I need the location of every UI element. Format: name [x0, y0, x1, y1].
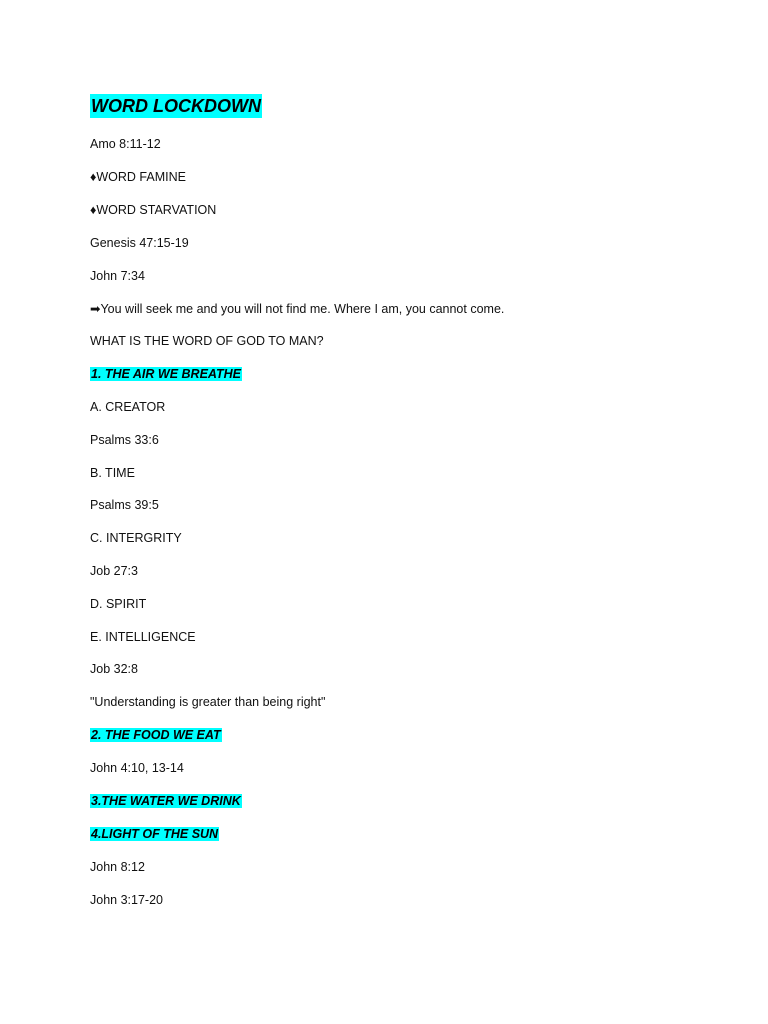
quote-line: "Understanding is greater than being right" [90, 695, 326, 709]
section-heading-text: 4.LIGHT OF THE SUN [91, 827, 219, 841]
scripture-reference: Genesis 47:15-19 [90, 236, 189, 250]
section-heading-text: 2. THE FOOD WE EAT [91, 728, 221, 742]
scripture-reference: Job 27:3 [90, 564, 138, 578]
scripture-reference: John 4:10, 13-14 [90, 761, 184, 775]
sub-point: A. CREATOR [90, 400, 166, 414]
question-line: WHAT IS THE WORD OF GOD TO MAN? [90, 334, 324, 348]
scripture-reference: Psalms 39:5 [90, 498, 159, 512]
section-heading [90, 727, 222, 743]
section-heading-text: 3.THE WATER WE DRINK [91, 794, 241, 808]
scripture-reference: John 7:34 [90, 269, 145, 283]
scripture-reference: Job 32:8 [90, 662, 138, 676]
scripture-reference: Psalms 33:6 [90, 433, 159, 447]
sub-point: B. TIME [90, 466, 135, 480]
scripture-reference: John 3:17-20 [90, 893, 163, 907]
scripture-reference: John 8:12 [90, 860, 145, 874]
bullet-item: ♦WORD FAMINE [90, 170, 186, 184]
section-heading-text: 1. THE AIR WE BREATHE [91, 367, 242, 381]
bullet-item: ♦WORD STARVATION [90, 203, 217, 217]
sub-point: D. SPIRIT [90, 597, 147, 611]
section-heading [90, 366, 242, 382]
sub-point: E. INTELLIGENCE [90, 630, 196, 644]
section-heading [90, 826, 219, 842]
scripture-reference: Amo 8:11-12 [90, 137, 161, 151]
document-title: WORD LOCKDOWN [91, 96, 261, 116]
quote-line: ➡You will seek me and you will not find me. Where I am, you cannot come. [90, 302, 505, 316]
sub-point: C. INTERGRITY [90, 531, 182, 545]
section-heading [90, 793, 242, 809]
